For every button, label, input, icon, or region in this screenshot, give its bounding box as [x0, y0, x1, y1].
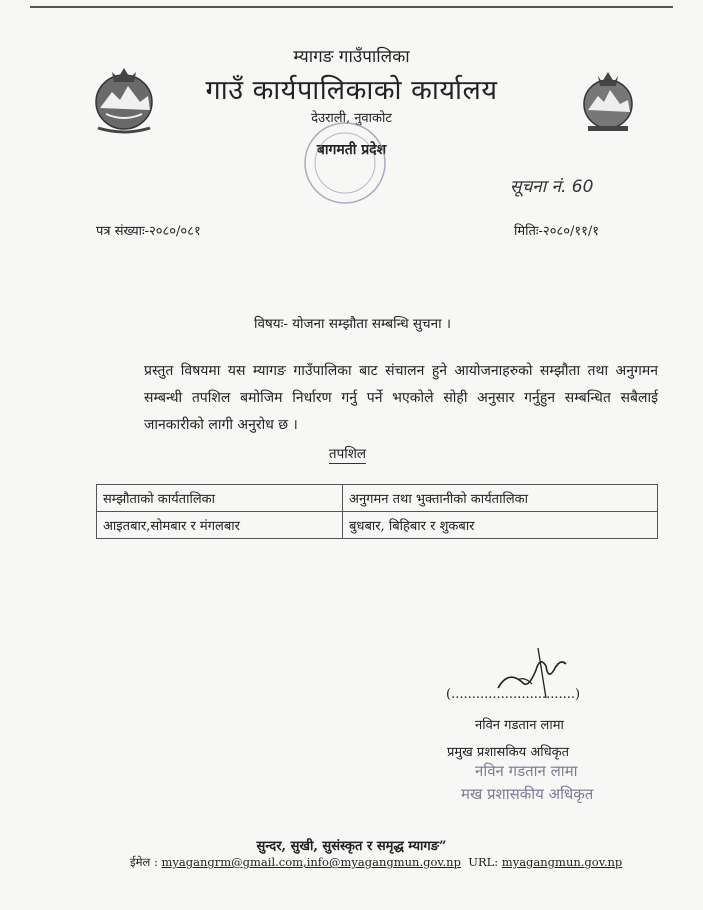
tapashil-heading [0, 444, 703, 462]
table-cell: आइतबार,सोमबार र मंगलबार [97, 512, 343, 539]
table-header-cell: अनुगमन तथा भुक्तानीको कार्यतालिका [343, 485, 658, 512]
tapashil-heading-text: तपशिल [328, 446, 367, 462]
handwritten-notice-number: सूचना नं. 60 [510, 177, 594, 197]
body-paragraph [96, 358, 658, 439]
email-link[interactable]: myagangrm@gmail.com,info@myagangmun.gov.np [161, 855, 461, 869]
email-label: ईमेल : [130, 855, 158, 869]
official-seal-stamp [300, 118, 390, 208]
table-row [97, 485, 658, 512]
letter-number: पत्र संख्याः-२०८०/०८१ [96, 224, 201, 239]
url-label: URL: [468, 855, 499, 869]
stamp-title: मख प्रशासकीय अधिकृत [461, 785, 594, 803]
table-row [97, 512, 658, 539]
office-address: देउराली, नुवाकोट [311, 111, 392, 126]
body-text: प्रस्तुत विषयमा यस म्यागङ गाउँपालिका बाट संचालन हुने आयोजनाहरुको सम्झौता तथा अनुगमन सम्बन्धी तपशिल बमोजिम निर्धारण गर्नु पर्ने भएकोले सोही अनुसार गर्नुहुन सम्बन्धित सबैलाई जानकारीको लागी अनुरोध छ । [144, 363, 658, 433]
top-rule [30, 6, 673, 8]
table-cell: बुधबार, बिहिबार र शुकबार [343, 512, 658, 539]
province-name: बागमती प्रदेश [316, 142, 387, 158]
signature-line: (..............................) [446, 687, 581, 702]
signatory-title: प्रमुख प्रशासकिय अधिकृत [447, 745, 570, 760]
municipality-name: म्यागङ गाउँपालिका [293, 47, 410, 67]
schedule-table [96, 484, 658, 539]
subject-line: विषयः- योजना सम्झौता सम्बन्धि सुचना । [254, 316, 452, 332]
stamp-name: नविन गडतान लामा [475, 762, 578, 780]
footer-motto: सुन्दर, सुखी, सुसंस्कृत र समृद्ध म्यागङ” [256, 839, 447, 854]
table-header-cell: सम्झौताको कार्यतालिका [97, 485, 343, 512]
letter-date: मितिः-२०८०/११/१ [514, 224, 600, 239]
office-title: गाउँ कार्यपालिकाको कार्यालय [205, 75, 498, 106]
footer-contact [130, 855, 622, 870]
signatory-name: नविन गडतान लामा [475, 718, 564, 733]
website-link[interactable]: myagangmun.gov.np [501, 855, 623, 869]
